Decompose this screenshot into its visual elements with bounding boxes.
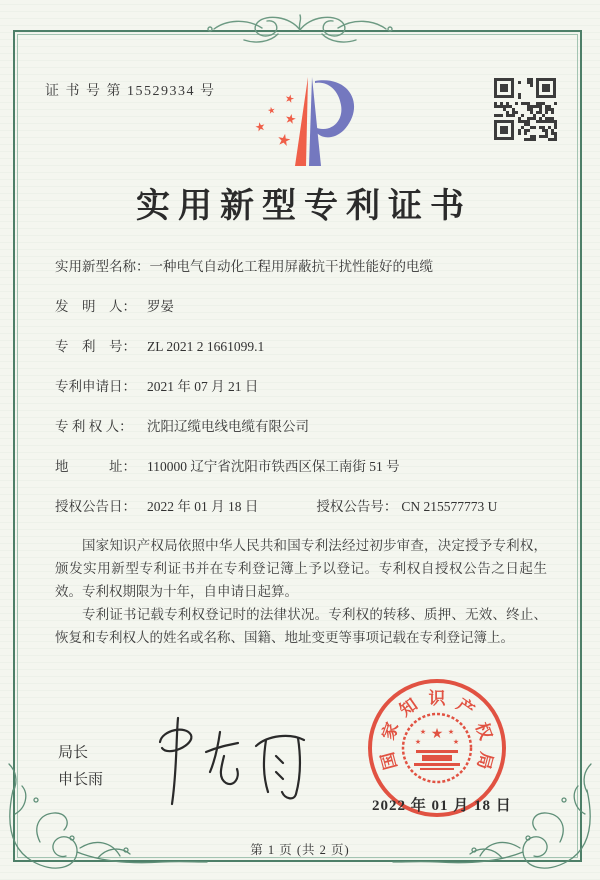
certificate-title: 实用新型专利证书 [136,188,472,225]
seal-char: 国 [377,750,401,772]
field-grant-number [316,498,497,516]
commissioner-block [58,740,103,794]
legal-paragraph-1: 国家知识产权局依照中华人民共和国专利法经过初步审查，决定授予专利权，颁发实用新型专利证书并在专利登记簿上予以登记。专利权自授权公告之日起生效。专利权期限为十年，自申请日起算。 [55,538,547,599]
seal-char: 局 [473,750,497,772]
legal-paragraph-2: 专利证书记载专利权登记时的法律状况。专利权的转移、质押、无效、终止、恢复和专利权人的姓名或名称、国籍、地址变更等事项记载在专利登记簿上。 [55,607,547,645]
seal-char: 识 [428,689,446,708]
field-label: 实用新型名称： [55,259,150,274]
field-patentee [55,418,550,458]
field-label: 专 利 号： [55,339,136,354]
seal-char: 产 [452,694,478,721]
top-floral-ornament-icon [160,10,440,50]
field-value: 110000 辽宁省沈阳市铁西区保工南街 51 号 [147,459,400,474]
field-label: 授权公告日： [55,499,136,514]
field-value: 沈阳辽缆电线电缆有限公司 [147,419,309,434]
grant-seal-date: 2022 年 01 月 18 日 [372,798,512,814]
field-utility-model-name [55,258,550,298]
commissioner-name: 申长雨 [58,772,104,788]
commissioner-title: 局长 [58,745,89,761]
svg-text:★: ★ [452,738,460,746]
svg-text:★: ★ [275,129,293,151]
svg-text:★: ★ [414,738,422,746]
svg-text:★: ★ [283,91,297,107]
svg-text:★: ★ [253,118,268,135]
seal-char: 家 [378,719,403,743]
field-label: 地 址： [55,459,136,474]
field-value: ZL 2021 2 1661099.1 [147,339,265,354]
field-value: 一种电气自动化工程用屏蔽抗干扰性能好的电缆 [149,259,433,274]
field-address [55,458,550,498]
field-label: 授权公告号： [316,499,398,514]
qr-code-icon [492,76,558,142]
national-emblem-icon [403,714,471,782]
cnipa-logo-icon [238,74,368,172]
certificate-fields [55,258,550,538]
field-value: 罗晏 [147,299,174,314]
field-patent-number [55,338,550,378]
field-label: 专 利 权 人： [55,419,133,434]
svg-text:★: ★ [419,728,427,736]
svg-text:★: ★ [283,111,298,129]
svg-text:★: ★ [266,105,277,117]
seal-char: 权 [471,719,496,743]
field-value: 2022 年 01 月 18 日 [147,499,259,514]
shen-changyu-signature-icon [148,712,328,812]
field-label: 发 明 人： [55,299,136,314]
field-filing-date [55,378,550,418]
legal-statement [55,534,547,649]
svg-text:★: ★ [430,726,444,742]
field-value: CN 215577773 U [401,499,498,514]
field-grant-row [55,498,550,538]
field-inventor [55,298,550,338]
certificate-number: 证 书 号 第 15529334 号 [45,84,216,99]
field-value: 2021 年 07 月 21 日 [147,379,259,394]
field-label: 专利申请日： [55,379,136,394]
svg-text:★: ★ [447,728,455,736]
seal-char: 知 [396,694,422,721]
page-number: 第 1 页 (共 2 页) [250,843,350,857]
